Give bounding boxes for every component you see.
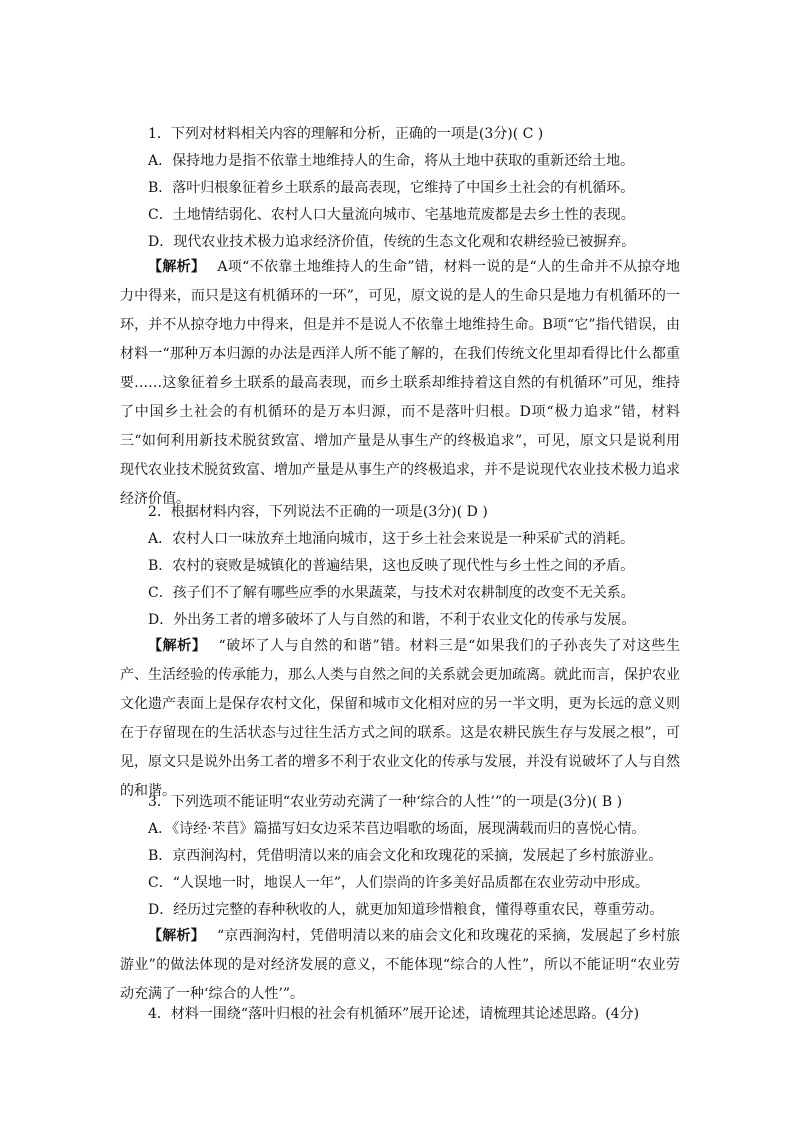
question-2-option-b: B．农村的衰败是城镇化的普遍结果，这也反映了现代性与乡土性之间的矛盾。 xyxy=(148,558,635,574)
analysis-text: “破坏了人与自然的和谐”错。材料三是“如果我们的子孙丧失了对这些生产、生活经验的传承能力，那么人类与自然之间的关系就会更加疏离。就此而言，保护农业文化遗产表面上是保存农村文化，保留和城市文化相对应的另一半文明，更为长远的意义则在于存留现在的生活状态与过往生活方式之间的联系。这是农耕民族生存与发展之根”，可见，原文只是说外出务工者的增多不利于农业文化的传承与发展，并没有说破坏了人与自然的和谐。 xyxy=(120,638,680,799)
question-2-option-a: A．农村人口一味放弃土地涌向城市，这于乡土社会来说是一种采矿式的消耗。 xyxy=(148,531,635,547)
question-3-stem: 3．下列选项不能证明“农业劳动充满了一种‘综合的人性’”的一项是(3分)( B ) xyxy=(148,794,623,810)
question-1-option-b: B．落叶归根象征着乡土联系的最高表现，它维持了中国乡土社会的有机循环。 xyxy=(148,180,635,196)
question-1-option-d: D．现代农业技术极力追求经济价值，传统的生态文化观和农耕经验已被摒弃。 xyxy=(148,234,636,250)
question-3-option-b: B．京西涧沟村，凭借明清以来的庙会文化和玫瑰花的采摘，发展起了乡村旅游业。 xyxy=(148,848,663,864)
question-3-option-d: D．经历过完整的春种秋收的人，就更加知道珍惜粮食，懂得尊重农民，尊重劳动。 xyxy=(148,902,664,918)
question-3-option-c: C．“人误地一时，地误人一年”，人们崇尚的许多美好品质都在农业劳动中形成。 xyxy=(148,875,650,891)
question-1-option-a: A．保持地力是指不依靠土地维持人的生命，将从土地中获取的重新还给土地。 xyxy=(148,153,635,169)
analysis-label: 【解析】 xyxy=(148,928,205,944)
analysis-text: “京西涧沟村，凭借明清以来的庙会文化和玫瑰花的采摘，发展起了乡村旅游业”的做法体现的是对经济发展的意义，不能体现“综合的人性”，所以不能证明“农业劳动充满了一种‘综合的人性’”。 xyxy=(120,928,681,1002)
question-2-option-c: C．孩子们不了解有哪些应季的水果蔬菜，与技术对农耕制度的改变不无关系。 xyxy=(148,585,635,601)
question-1-stem: 1．下列对材料相关内容的理解和分析，正确的一项是(3分)( C ) xyxy=(148,126,544,142)
analysis-text: A项“不依靠土地维持人的生命”错，材料一说的是“人的生命并不从掠夺地力中得来，而只是这有机循环的一环”，可见，原文说的是人的生命只是地力有机循环的一环，并不从掠夺地力中得来，但是并不是说人不依靠土地维持生命。B项“它”指代错误，由材料一“那种万本归源的办法是西洋人所不能了解的，在我们传统文化里却看得比什么都重要……这象征着乡土联系的最高表现，而乡土联系却维持着这自然的有机循环”可见，维持了中国乡土社会的有机循环的是万本归源，而不是落叶归根。D项“极力追求”错，材料三“如何利用新技术脱贫致富、增加产量是从事生产的终极追求”，可见，原文只是说利用现代农业技术脱贫致富、增加产量是从事生产的终极追求，并不是说现代农业技术极力追求经济价值。 xyxy=(120,259,680,507)
analysis-label: 【解析】 xyxy=(148,259,206,275)
question-3-option-a: A．《诗经·芣苢》篇描写妇女边采芣苢边唱歌的场面，展现满载而归的喜悦心情。 xyxy=(148,821,646,837)
question-1-analysis xyxy=(120,253,680,514)
question-2-analysis xyxy=(120,632,680,806)
question-4-stem: 4．材料一围绕“落叶归根的社会有机循环”展开论述，请梳理其论述思路。(4分) xyxy=(148,1006,640,1022)
analysis-label: 【解析】 xyxy=(148,638,207,654)
question-3-analysis xyxy=(120,922,680,1009)
question-2-option-d: D．外出务工者的增多破坏了人与自然的和谐，不利于农业文化的传承与发展。 xyxy=(148,612,636,628)
question-1-option-c: C．土地情结弱化、农村人口大量流向城市、宅基地荒废都是去乡土性的表现。 xyxy=(148,207,635,223)
question-2-stem: 2．根据材料内容，下列说法不正确的一项是(3分)( D ) xyxy=(148,504,488,520)
